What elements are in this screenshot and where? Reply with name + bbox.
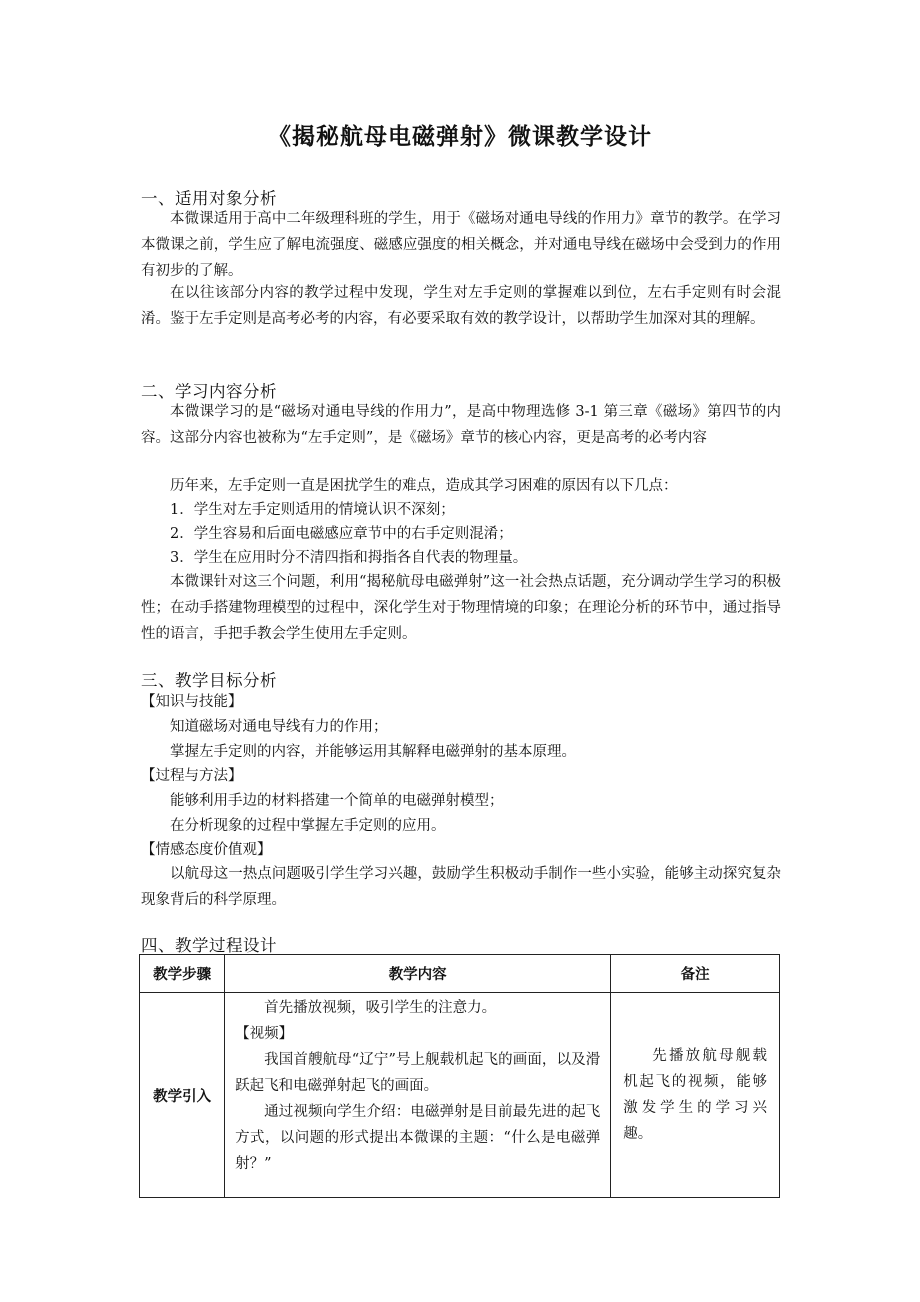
document-title: 《揭秘航母电磁弹射》微课教学设计 bbox=[268, 124, 652, 150]
list-item: 1．学生对左手定则适用的情境认识不深刻； bbox=[170, 502, 455, 518]
paragraph: 本微课针对这三个问题，利用“揭秘航母电磁弹射”这一社会热点话题，充分调动学生学习的积极性；在动手搭建物理模型的过程中，深化学生对于物理情境的印象；在理论分析的环节中，通过指导性的语言，手把手教会学生使用左手定则。 bbox=[141, 574, 781, 642]
paragraph: 在以往该部分内容的教学过程中发现，学生对左手定则的掌握难以到位，左右手定则有时会混淆。鉴于左手定则是高考必考的内容，有必要采取有效的教学设计，以帮助学生加深对其的理解。 bbox=[141, 285, 781, 327]
teaching-process-table bbox=[139, 954, 780, 1198]
objective-item: 掌握左手定则的内容，并能够运用其解释电磁弹射的基本原理。 bbox=[170, 744, 576, 760]
paragraph: 本微课适用于高中二年级理科班的学生，用于《磁场对通电导线的作用力》章节的教学。在学习本微课之前，学生应了解电流强度、磁感应强度的相关概念，并对通电导线在磁场中会受到力的作用有初步的了解。 bbox=[141, 211, 781, 279]
list-item: 3．学生在应用时分不清四指和拇指各自代表的物理量。 bbox=[170, 550, 528, 566]
content-line: 我国首艘航母“辽宁”号上舰载机起飞的画面，以及滑跃起飞和电磁弹射起飞的画面。 bbox=[235, 1052, 601, 1094]
note-text: 先播放航母舰载机起飞的视频，能够激发学生的学习兴趣。 bbox=[623, 1048, 767, 1142]
table-header-cell: 教学步骤 bbox=[140, 955, 225, 993]
content-line: 通过视频向学生介绍：电磁弹射是目前最先进的起飞方式，以问题的形式提出本微课的主题：“什么是电磁弹射？” bbox=[235, 1104, 601, 1172]
content-line: 首先播放视频，吸引学生的注意力。 bbox=[264, 1000, 497, 1016]
list-item: 2．学生容易和后面电磁感应章节中的右手定则混淆； bbox=[170, 526, 513, 542]
section-heading-target-audience: 一、适用对象分析 bbox=[141, 189, 277, 208]
table-row bbox=[140, 993, 780, 1198]
paragraph: 历年来，左手定则一直是困扰学生的难点，造成其学习困难的原因有以下几点： bbox=[170, 478, 678, 494]
table-header-row bbox=[140, 955, 780, 993]
table-header-cell: 备注 bbox=[611, 955, 780, 993]
section-heading-objectives: 三、教学目标分析 bbox=[141, 671, 277, 690]
paragraph: 本微课学习的是“磁场对通电导线的作用力”，是高中物理选修 3-1 第三章《磁场》第四节的内容。这部分内容也被称为“左手定则”，是《磁场》章节的核心内容，更是高考的必考内容 bbox=[141, 404, 781, 446]
objective-item: 知道磁场对通电导线有力的作用； bbox=[170, 719, 388, 735]
subheading-knowledge: 【知识与技能】 bbox=[141, 694, 243, 710]
objective-item: 在分析现象的过程中掌握左手定则的应用。 bbox=[170, 818, 446, 834]
subheading-process: 【过程与方法】 bbox=[141, 768, 243, 784]
section-heading-content-analysis: 二、学习内容分析 bbox=[141, 382, 277, 401]
step-cell: 教学引入 bbox=[140, 993, 225, 1198]
content-cell bbox=[225, 993, 611, 1198]
section-heading-process-design: 四、教学过程设计 bbox=[141, 936, 277, 955]
content-line: 【视频】 bbox=[235, 1026, 294, 1042]
table-header-cell: 教学内容 bbox=[225, 955, 611, 993]
paragraph: 以航母这一热点问题吸引学生学习兴趣，鼓励学生积极动手制作一些小实验，能够主动探究复杂现象背后的科学原理。 bbox=[141, 866, 781, 908]
subheading-attitude: 【情感态度价值观】 bbox=[141, 842, 272, 858]
note-cell bbox=[611, 993, 780, 1198]
objective-item: 能够利用手边的材料搭建一个简单的电磁弹射模型； bbox=[170, 793, 504, 809]
